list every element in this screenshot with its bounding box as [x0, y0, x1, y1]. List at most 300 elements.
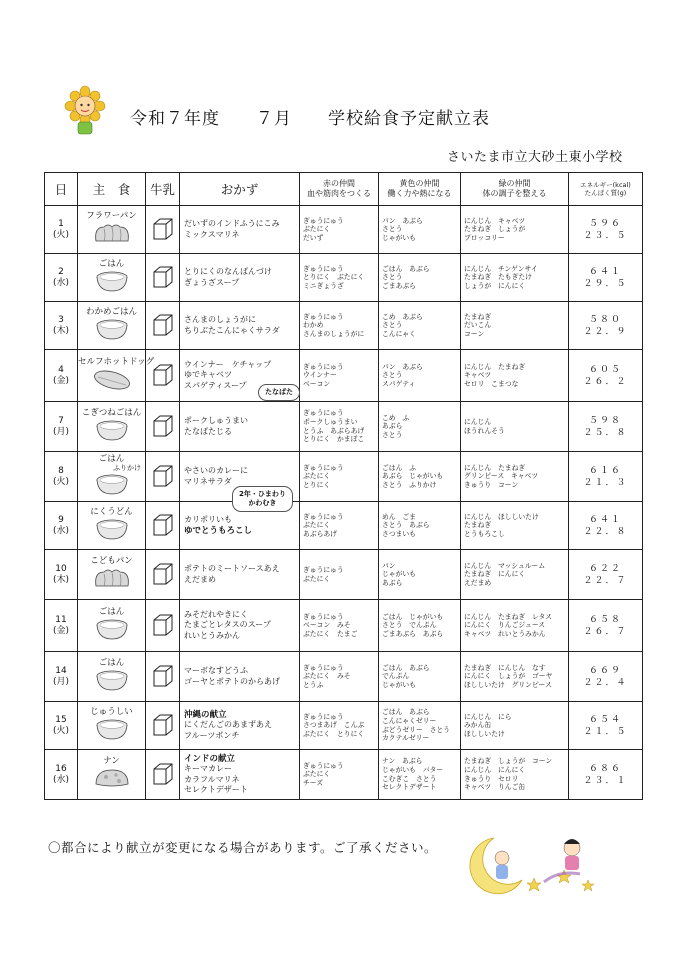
green-group-cell — [461, 502, 569, 550]
day-of-week: (水) — [52, 277, 70, 288]
red-ingredient: ぎゅうにゅう — [303, 612, 344, 621]
day-number: 14 — [55, 665, 67, 676]
red-ingredient: あぶらあげ — [303, 529, 337, 538]
dish-name: スパゲティスープ — [184, 380, 247, 390]
yellow-ingredient: さとう でんぷん — [382, 621, 437, 630]
yellow-ingredient: こんにゃくゼリー — [382, 716, 437, 725]
protein-value: ２２．４ — [583, 677, 628, 688]
col-header-staple: 主 食 — [78, 173, 146, 206]
dish-name: れいとうみかん — [184, 630, 240, 640]
green-ingredient: きゅうり コーン — [464, 480, 519, 489]
energy-cell — [569, 600, 643, 652]
energy-cell — [569, 652, 643, 702]
red-ingredient: わかめ — [303, 321, 324, 330]
menu-row — [45, 600, 643, 652]
red-ingredient: ウインナー — [303, 371, 337, 380]
yellow-group-cell — [379, 750, 461, 800]
rice-bowl-icon — [92, 617, 132, 641]
red-group-title: 赤の仲間 — [323, 179, 355, 188]
yellow-ingredient: あぶら — [382, 422, 403, 431]
col-header-yellow — [379, 173, 461, 206]
green-ingredient: ブロッコリー — [464, 233, 505, 242]
yellow-ingredient: めん ごま — [382, 512, 416, 521]
protein-value: ２６．２ — [583, 376, 628, 387]
okazu-cell — [180, 402, 300, 452]
yellow-ingredient: ごはん じゃがいも — [382, 612, 444, 621]
dish-name: ポークしゅうまい — [184, 416, 248, 425]
green-ingredient: にんにく しょうが ゴーヤ — [464, 672, 553, 681]
day-of-week: (金) — [52, 375, 70, 386]
protein-value: ２２．８ — [583, 526, 628, 537]
day-cell — [45, 206, 78, 254]
day-number: 10 — [55, 563, 67, 574]
green-ingredient: たまねぎ にんにく — [464, 570, 526, 579]
protein-value: ２３．１ — [583, 775, 628, 786]
menu-row — [45, 302, 643, 350]
green-group-cell — [461, 452, 569, 502]
day-number: 7 — [58, 415, 64, 426]
milk-cell — [146, 254, 180, 302]
dish-name: ゴーヤとポテトのからあげ — [184, 676, 280, 686]
day-of-week: (水) — [52, 774, 70, 785]
dish-name: とりにくのなんばんづけ — [184, 267, 272, 276]
yellow-ingredient: スパゲティ — [382, 379, 416, 388]
day-number: 2 — [58, 266, 64, 277]
yellow-ingredient: あぶら じゃがいも — [382, 472, 444, 481]
red-ingredient: だいず — [303, 233, 324, 242]
day-of-week: (月) — [52, 676, 70, 687]
energy-value: ６４１ — [588, 266, 622, 277]
col-header-okazu: おかず — [180, 173, 300, 206]
protein-value: ２９．５ — [583, 278, 628, 289]
red-ingredient: ぎゅうにゅう — [303, 216, 344, 225]
event-note-bubble — [232, 486, 293, 512]
green-ingredient: グリンピース キャベツ — [464, 472, 539, 481]
yellow-ingredient: じゃがいも — [382, 680, 416, 689]
red-ingredient: さんまのしょうがに — [303, 329, 365, 338]
milk-cell — [146, 452, 180, 502]
green-ingredient: にんにく りんごジュース — [464, 621, 546, 630]
yellow-ingredient: パン あぶら — [382, 216, 423, 225]
staple-sub: ふりかけ — [113, 464, 141, 472]
green-group-cell — [461, 350, 569, 402]
energy-title: エネルギー(kcal) — [580, 180, 631, 189]
col-header-red — [300, 173, 379, 206]
energy-value: ５９６ — [588, 218, 622, 229]
yellow-group-cell — [379, 600, 461, 652]
green-ingredient: にんじん — [464, 417, 492, 426]
yellow-ingredient: ごはん ふ — [382, 463, 416, 472]
milk-carton-icon — [152, 312, 174, 336]
green-group-cell — [461, 600, 569, 652]
red-ingredient: ぎゅうにゅう — [303, 565, 344, 574]
menu-row — [45, 452, 643, 502]
red-ingredient: とうふ — [303, 680, 324, 689]
day-of-week: (火) — [52, 725, 70, 736]
milk-carton-icon — [152, 561, 174, 585]
day-cell — [45, 302, 78, 350]
yellow-ingredient: ナン あぶら — [382, 757, 423, 766]
milk-carton-icon — [152, 264, 174, 288]
energy-value: ６６９ — [588, 665, 622, 676]
page-title: 令和７年度 ７月 学校給食予定献立表 — [130, 109, 490, 129]
day-cell — [45, 254, 78, 302]
green-ingredient: だいこん — [464, 321, 492, 330]
event-note-text: 2年・ひまわり — [239, 490, 286, 498]
yellow-group-cell — [379, 206, 461, 254]
energy-value: ６５８ — [588, 614, 622, 625]
day-cell — [45, 402, 78, 452]
menu-row — [45, 502, 643, 550]
milk-cell — [146, 302, 180, 350]
red-ingredient: ミニぎょうざ — [303, 281, 344, 290]
yellow-ingredient: ごはん あぶら — [382, 264, 430, 273]
red-ingredient: ぶたにく — [303, 225, 331, 234]
energy-cell — [569, 550, 643, 600]
day-cell — [45, 600, 78, 652]
day-of-week: (月) — [52, 426, 70, 437]
yellow-ingredient: さとう — [382, 225, 403, 234]
dish-name: キーマカレー — [184, 764, 232, 773]
green-ingredient: みかん缶 — [464, 721, 492, 730]
milk-cell — [146, 750, 180, 800]
dish-name: 沖縄の献立 — [184, 709, 227, 720]
red-ingredient: ぎゅうにゅう — [303, 663, 344, 672]
yellow-ingredient: あぶら — [382, 578, 403, 587]
green-group-title: 緑の仲間 — [498, 179, 531, 188]
menu-row — [45, 702, 643, 750]
green-group-cell — [461, 402, 569, 452]
milk-carton-icon — [152, 362, 174, 386]
staple-cell — [78, 550, 146, 600]
yellow-group-cell — [379, 402, 461, 452]
red-ingredient: ぎゅうにゅう — [303, 362, 344, 371]
staple-name: セルフホットドッグ — [78, 357, 155, 367]
green-ingredient: セロリ こまつな — [464, 379, 519, 388]
green-ingredient: えだまめ — [464, 578, 492, 587]
milk-carton-icon — [152, 663, 174, 687]
yellow-ingredient: セレクトデザート — [382, 783, 437, 792]
green-ingredient: にんじん ほししいたけ — [464, 512, 539, 521]
milk-carton-icon — [152, 216, 174, 240]
red-ingredient: ぶたにく — [303, 770, 331, 779]
milk-carton-icon — [152, 512, 174, 536]
day-number: 8 — [58, 465, 64, 476]
staple-cell — [78, 702, 146, 750]
energy-value: ６１６ — [588, 465, 622, 476]
milk-cell — [146, 652, 180, 702]
yellow-group-cell — [379, 550, 461, 600]
green-group-cell — [461, 750, 569, 800]
day-of-week: (木) — [52, 574, 70, 585]
yellow-ingredient: さとう — [382, 321, 403, 330]
milk-carton-icon — [152, 712, 174, 736]
day-cell — [45, 652, 78, 702]
dish-name: たまごとレタスのスープ — [184, 620, 271, 630]
day-number: 1 — [58, 218, 64, 229]
red-ingredient: ぶたにく — [303, 472, 331, 481]
sunflower-mascot-icon — [62, 86, 108, 136]
yellow-ingredient: こめ あぶら — [382, 312, 423, 321]
rice-bowl-icon — [92, 317, 132, 341]
menu-row — [45, 550, 643, 600]
green-ingredient: ほししいたけ グリンピース — [464, 680, 552, 689]
energy-cell — [569, 206, 643, 254]
energy-cell — [569, 452, 643, 502]
menu-row — [45, 652, 643, 702]
day-of-week: (水) — [52, 525, 70, 536]
yellow-ingredient: ごはん あぶら — [382, 708, 430, 717]
energy-cell — [569, 502, 643, 550]
protein-value: ２１．３ — [583, 477, 628, 488]
green-ingredient: たまねぎ しょうが — [464, 225, 526, 234]
okazu-cell — [180, 206, 300, 254]
green-ingredient: ほうれんそう — [464, 426, 505, 435]
red-ingredient: ぶたにく — [303, 521, 331, 530]
protein-value: ２２．９ — [583, 326, 628, 337]
day-cell — [45, 350, 78, 402]
red-ingredient: ぶたにく とりにく — [303, 729, 365, 738]
yellow-ingredient: ごまあぶら あぶら — [382, 629, 444, 638]
red-group-cell — [300, 502, 379, 550]
dish-name: フルーツポンチ — [184, 730, 240, 740]
dish-name: やさいのカレーに — [184, 466, 248, 475]
green-group-cell — [461, 206, 569, 254]
staple-cell — [78, 206, 146, 254]
yellow-ingredient: パン — [382, 561, 396, 570]
yellow-group-cell — [379, 702, 461, 750]
energy-cell — [569, 702, 643, 750]
red-group-cell — [300, 600, 379, 652]
day-of-week: (金) — [52, 625, 70, 636]
dish-name: だいずのインドふうにこみ — [184, 219, 280, 228]
staple-name: こどもパン — [90, 556, 133, 566]
energy-cell — [569, 350, 643, 402]
milk-carton-icon — [152, 463, 174, 487]
green-group-cell — [461, 550, 569, 600]
moon-stars-illustration-icon — [464, 830, 604, 896]
yellow-group-cell — [379, 254, 461, 302]
green-ingredient: にんじん たまねぎ — [464, 463, 526, 472]
yellow-ingredient: こむぎこ さとう — [382, 774, 437, 783]
staple-name: ごはん — [98, 259, 125, 269]
staple-name: ナン — [103, 756, 120, 766]
dish-name: カリポリいも — [184, 515, 232, 524]
staple-cell — [78, 402, 146, 452]
okazu-cell — [180, 600, 300, 652]
green-ingredient: とうもろこし — [464, 529, 505, 538]
okazu-cell — [180, 652, 300, 702]
yellow-group-cell — [379, 350, 461, 402]
yellow-ingredient: でんぷん — [382, 672, 410, 681]
protein-title: たんぱく質(g) — [584, 189, 627, 197]
green-ingredient: にんじん チンゲンサイ — [464, 264, 538, 273]
dish-name: ゆでとうもろこし — [184, 525, 253, 536]
red-ingredient: ぎゅうにゅう — [303, 712, 344, 721]
dish-name: みそだれやきにく — [184, 609, 248, 619]
day-cell — [45, 550, 78, 600]
yellow-group-title: 黄色の仲間 — [399, 179, 440, 188]
hotdog-bun-icon — [92, 367, 132, 391]
staple-name: わかめごはん — [85, 307, 137, 317]
energy-value: ５９８ — [588, 415, 622, 426]
yellow-ingredient: じゃがいも — [382, 570, 416, 579]
red-ingredient: さつまあげ こんぶ — [303, 721, 365, 730]
day-cell — [45, 452, 78, 502]
red-ingredient: ぶたにく みそ — [303, 672, 351, 681]
red-group-cell — [300, 402, 379, 452]
dish-name: ゆでキャベツ — [184, 370, 232, 380]
yellow-ingredient: カクテルゼリー — [382, 734, 430, 743]
dish-name: カラフルマリネ — [184, 774, 240, 784]
yellow-group-cell — [379, 652, 461, 702]
header-row — [45, 173, 643, 206]
red-group-cell — [300, 350, 379, 402]
green-ingredient: コーン — [464, 329, 485, 338]
staple-cell — [78, 750, 146, 800]
staple-cell — [78, 502, 146, 550]
protein-value: ２３．５ — [583, 230, 628, 241]
staple-cell — [78, 652, 146, 702]
energy-cell — [569, 402, 643, 452]
milk-cell — [146, 402, 180, 452]
dish-name: ぎょうざスープ — [184, 277, 240, 287]
yellow-ingredient: ごはん あぶら — [382, 663, 430, 672]
staple-cell — [78, 350, 155, 402]
red-ingredient: チーズ — [303, 778, 324, 787]
dish-name: えだまめ — [184, 574, 216, 584]
green-ingredient: にんじん キャベツ — [464, 216, 526, 225]
green-ingredient: たまねぎ しょうが コーン — [464, 757, 553, 766]
yellow-ingredient: ごまあぶら — [382, 281, 416, 290]
school-name: さいたま市立大砂土東小学校 — [447, 150, 623, 165]
energy-value: ５８０ — [588, 314, 622, 325]
red-ingredient: ぶたにく — [303, 574, 331, 583]
dish-name: ミックスマリネ — [184, 229, 240, 239]
energy-value: ６５４ — [588, 714, 622, 725]
day-number: 9 — [58, 514, 64, 525]
energy-cell — [569, 750, 643, 800]
dish-name: ポテトのミートソースあえ — [184, 564, 280, 573]
staple-name: じゅうしい — [90, 707, 133, 717]
green-ingredient: にんじん たまねぎ — [464, 362, 526, 371]
menu-row — [45, 350, 643, 402]
yellow-ingredient: さとう — [382, 371, 403, 380]
protein-value: ２６．７ — [583, 626, 628, 637]
yellow-ingredient: こめ ふ — [382, 413, 410, 422]
day-cell — [45, 502, 78, 550]
col-header-green — [461, 173, 569, 206]
red-ingredient: とうふ あぶらあげ — [303, 426, 365, 435]
yellow-group-cell — [379, 502, 461, 550]
red-ingredient: ポークしゅうまい — [303, 417, 358, 426]
dish-name: たなばたじる — [184, 426, 232, 436]
yellow-ingredient: さとう あぶら — [382, 521, 430, 530]
milk-cell — [146, 502, 180, 550]
yellow-ingredient: こんにゃく — [382, 329, 416, 338]
milk-carton-icon — [152, 413, 174, 437]
menu-body — [45, 206, 643, 800]
green-ingredient: たまねぎ — [464, 312, 492, 321]
rice-bowl-icon — [92, 269, 132, 293]
okazu-cell — [180, 550, 300, 600]
yellow-ingredient: じゃがいも バター — [382, 765, 444, 774]
day-of-week: (木) — [52, 325, 70, 336]
green-ingredient: たまねぎ — [464, 521, 492, 530]
dish-name: にくだんごのあまずあえ — [184, 720, 272, 730]
red-ingredient: ベーコン みそ — [303, 621, 351, 630]
energy-value: ６４１ — [588, 514, 622, 525]
milk-cell — [146, 550, 180, 600]
milk-cell — [146, 206, 180, 254]
red-ingredient: とりにく かまぼこ — [303, 435, 365, 444]
red-ingredient: とりにく — [303, 480, 331, 489]
red-ingredient: ぎゅうにゅう — [303, 264, 344, 273]
rice-bowl-icon — [92, 418, 132, 442]
day-number: 16 — [55, 763, 67, 774]
green-ingredient: にんじん にら — [464, 712, 512, 721]
menu-row — [45, 254, 643, 302]
green-ingredient: にんじん たまねぎ レタス — [464, 612, 553, 621]
staple-name: ごはん — [98, 658, 125, 668]
rice-bowl-icon — [92, 668, 132, 692]
green-group-cell — [461, 702, 569, 750]
staple-cell — [78, 600, 146, 652]
okazu-cell — [180, 254, 300, 302]
green-ingredient: たまねぎ たもぎたけ — [464, 273, 532, 282]
dish-name: マーボなすどうふ — [184, 666, 248, 675]
yellow-ingredient: さとう — [382, 273, 403, 282]
okazu-cell — [180, 702, 300, 750]
green-ingredient: にんじん にんにく — [464, 765, 526, 774]
dish-name: ちりぶたこんにゃくサラダ — [184, 325, 280, 335]
protein-value: ２１．５ — [583, 726, 628, 737]
green-ingredient: キャベツ — [464, 371, 492, 380]
red-ingredient: ぶたにく たまご — [303, 629, 358, 638]
milk-carton-icon — [152, 761, 174, 785]
col-header-day: 日 — [45, 173, 78, 206]
staple-cell — [78, 302, 146, 350]
green-ingredient: たまねぎ にんじん なす — [464, 663, 546, 672]
green-group-cell — [461, 302, 569, 350]
red-group-cell — [300, 302, 379, 350]
staple-name: こぎつねごはん — [81, 408, 142, 418]
green-ingredient: しょうが にんにく — [464, 281, 526, 290]
green-group-cell — [461, 652, 569, 702]
menu-table — [44, 172, 643, 800]
event-note-text: たなばた — [265, 388, 293, 396]
yellow-ingredient: さつまいも — [382, 529, 416, 538]
yellow-group-subtitle: 働く力や熱になる — [387, 189, 452, 198]
footer-note: 〇都合により献立が変更になる場合があります。ご了承ください。 — [48, 840, 438, 855]
staple-cell — [78, 254, 146, 302]
naan-icon — [92, 766, 132, 790]
red-group-cell — [300, 206, 379, 254]
green-ingredient: ほししいたけ — [464, 729, 505, 738]
day-number: 11 — [55, 614, 67, 625]
menu-row — [45, 750, 643, 800]
event-note-bubble — [258, 384, 300, 401]
col-header-energy — [569, 173, 643, 206]
red-ingredient: ぎゅうにゅう — [303, 409, 344, 418]
red-ingredient: ぎゅうにゅう — [303, 761, 344, 770]
bread-icon — [92, 221, 132, 245]
red-group-cell — [300, 652, 379, 702]
red-group-cell — [300, 550, 379, 600]
rice-bowl-icon — [92, 717, 132, 741]
menu-row — [45, 402, 643, 452]
day-cell — [45, 702, 78, 750]
